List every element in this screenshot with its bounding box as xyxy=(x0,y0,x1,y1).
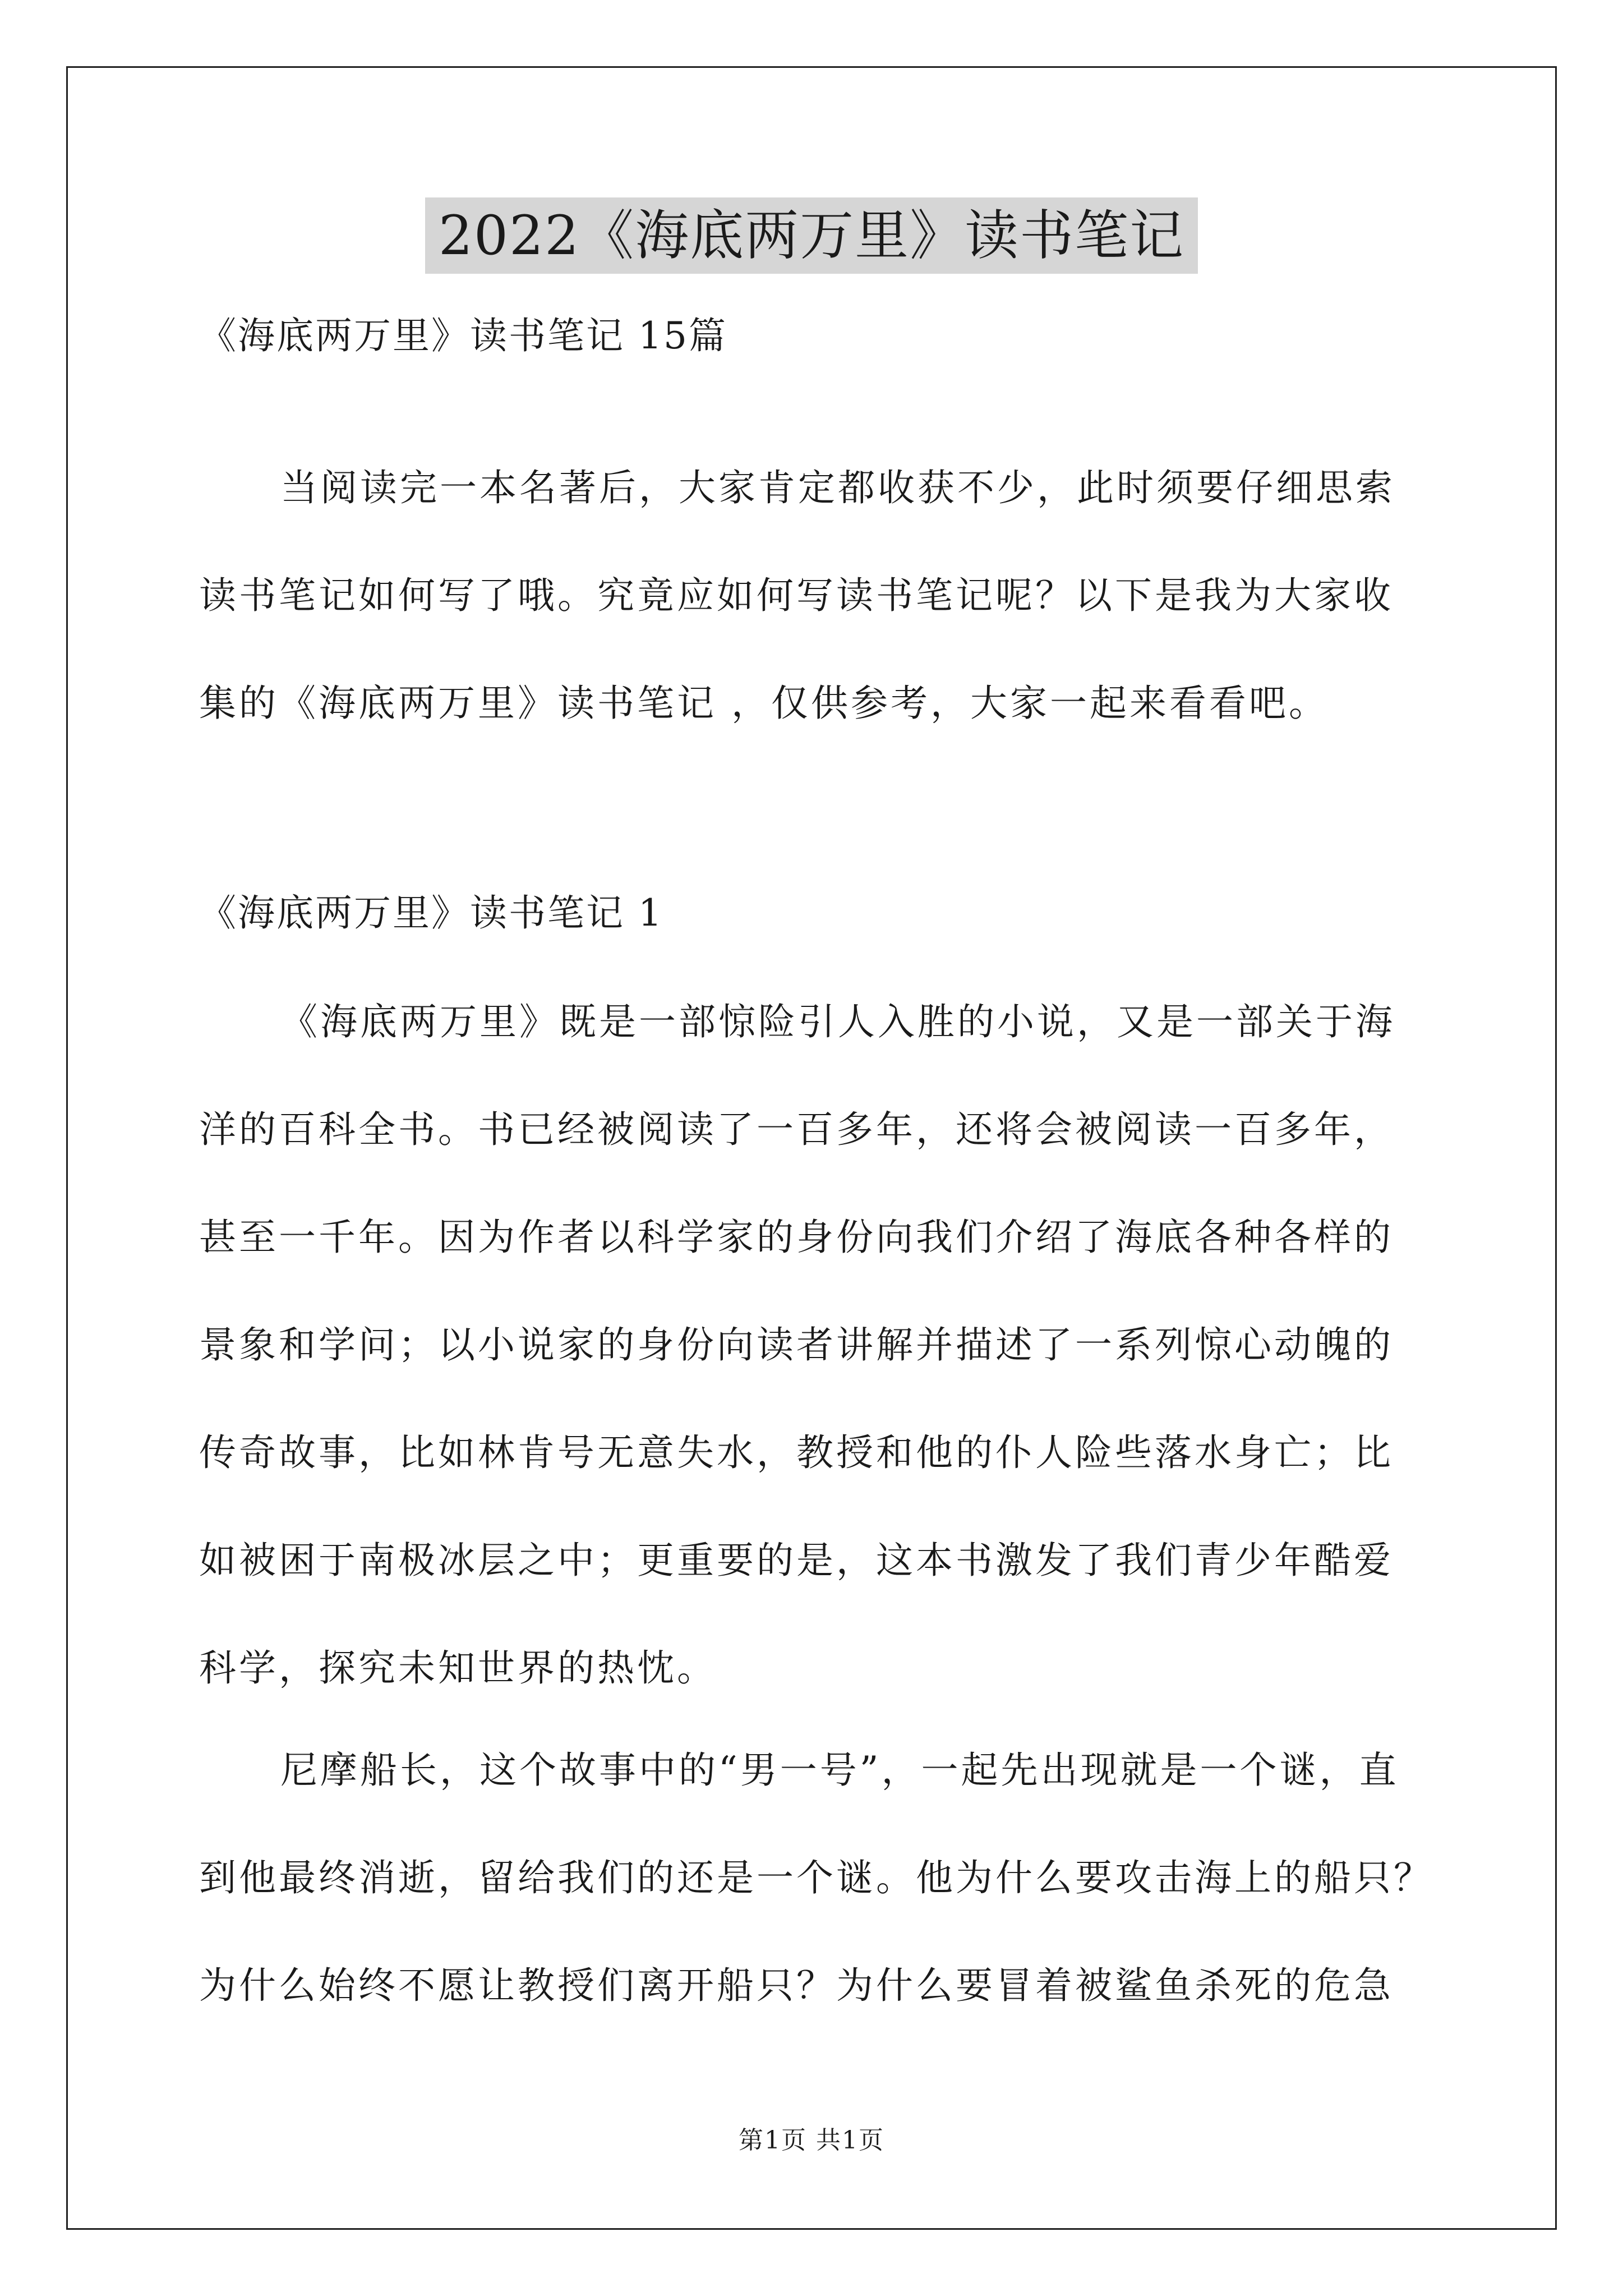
paragraph-line: 景象和学问；以小说家的身份向读者讲解并描述了一系列惊心动魄的 xyxy=(199,1323,1394,1366)
intro-line: 集的《海底两万里》读书笔记 ，仅供参考，大家一起来看看吧。 xyxy=(199,682,1329,725)
document-title: 2022《海底两万里》读书笔记 xyxy=(425,197,1198,274)
paragraph-line: 科学，探究未知世界的热忱。 xyxy=(199,1646,717,1690)
paragraph-line: 为什么始终不愿让教授们离开船只？为什么要冒着被鲨鱼杀死的危急 xyxy=(199,1964,1394,2007)
paragraph-line: 传奇故事，比如林肯号无意失水，教授和他的仆人险些落水身亡；比 xyxy=(199,1431,1394,1474)
paragraph-line: 甚至一千年。因为作者以科学家的身份向我们介绍了海底各种各样的 xyxy=(199,1216,1394,1259)
paragraph-line: 如被困于南极冰层之中；更重要的是，这本书激发了我们青少年酷爱 xyxy=(199,1539,1394,1582)
section-heading: 《海底两万里》读书笔记 1 xyxy=(199,891,663,935)
paragraph-line: 洋的百科全书。书已经被阅读了一百多年，还将会被阅读一百多年， xyxy=(199,1108,1394,1151)
document-title-block xyxy=(0,197,1623,274)
intro-line: 当阅读完一本名著后，大家肯定都收获不少，此时须要仔细思索 xyxy=(280,466,1395,509)
paragraph-line: 尼摩船长，这个故事中的“男一号”，一起先出现就是一个谜，直 xyxy=(280,1749,1399,1792)
intro-line: 读书笔记如何写了哦。究竟应如何写读书笔记呢？以下是我为大家收 xyxy=(199,574,1394,617)
page-footer: 第1页 共1页 xyxy=(739,2126,884,2155)
paragraph-line: 《海底两万里》既是一部惊险引人入胜的小说，又是一部关于海 xyxy=(280,1000,1395,1043)
paragraph-line: 到他最终消逝，留给我们的还是一个谜。他为什么要攻击海上的船只？ xyxy=(199,1856,1433,1899)
document-subtitle: 《海底两万里》读书笔记 15篇 xyxy=(199,314,727,357)
